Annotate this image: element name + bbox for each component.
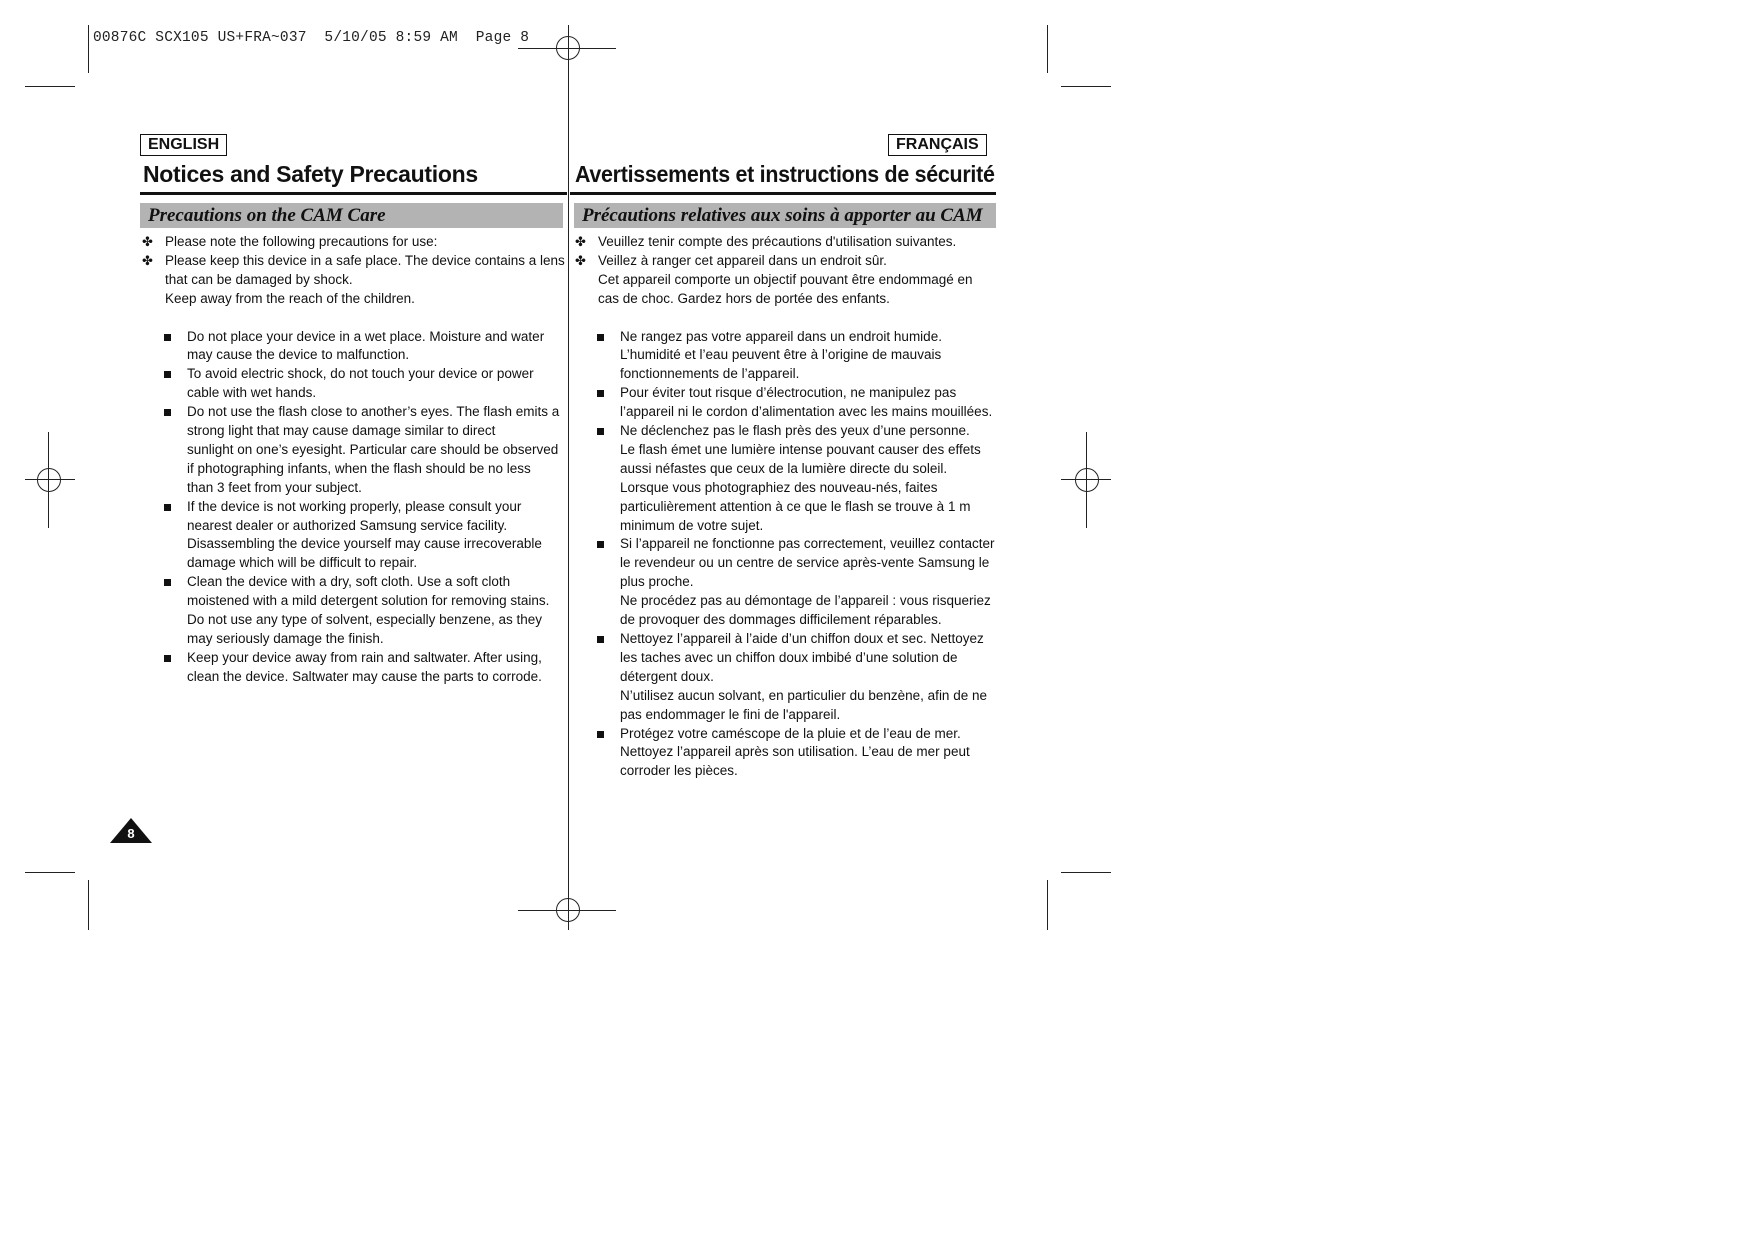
list-item: ✤ Please keep this device in a safe place. The device contains a lens that can be damaged by shock. [142,252,565,287]
black-square-icon [597,390,604,397]
list-item: To avoid electric shock, do not touch your device or power cable with wet hands. [142,365,567,403]
page-title-french: Avertissements et instructions de sécurité [575,161,995,187]
black-square-icon [164,371,171,378]
body-french [575,233,1000,781]
list-item: Pour éviter tout risque d’électrocution, ne manipulez pas l’appareil ni le cordon d’alimentation avec les mains mouillées. [575,384,1000,422]
black-square-icon [597,334,604,341]
black-square-icon [164,334,171,341]
list-item: ✤ Please note the following precautions for use: [142,233,567,252]
black-square-icon [164,409,171,416]
list-item: Ne rangez pas votre appareil dans un endroit humide. L’humidité et l’eau peuvent être à l’origine de mauvais fonctionnements de l’appareil. [575,328,1000,385]
page-number: 8 [127,826,135,841]
black-square-icon [164,579,171,586]
heading-rule-english [140,192,567,195]
list-item: ✤ Veillez à ranger cet appareil dans un endroit sûr. [575,252,1000,271]
body-english [142,233,567,687]
list-item: Ne déclenchez pas le flash près des yeux d’une personne. Le flash émet une lumière intense pouvant causer des effets aussi néfastes que ceux de la lumière directe du soleil. Lorsque vous photographiez des nouveau-nés, faites particulièrement attention à ce que le flash se trouve à 1 m minimum de votre sujet. [575,422,1000,535]
list-item: If the device is not working properly, please consult your nearest dealer or authorized Samsung service facility. Disassembling the device yourself may cause irrecoverable damage which will be difficult to repair. [142,498,567,574]
four-petal-cross-icon: ✤ [142,252,153,268]
section-title-french: Précautions relatives aux soins à apporter au CAM [574,203,996,228]
black-square-icon [597,636,604,643]
list-item: Do not place your device in a wet place. Moisture and water may cause the device to malfunction. [142,328,567,366]
four-petal-cross-icon: ✤ [142,234,153,249]
page-title-english: Notices and Safety Precautions [143,161,478,187]
list-item: Si l’appareil ne fonctionne pas correctement, veuillez contacter le revendeur ou un centre de service après-vente Samsung le plus proche. Ne procédez pas au démontage de l’appareil : vous risqueriez de provoquer des dommages difficilement réparables. [575,535,1000,630]
list-item: ✤ Veuillez tenir compte des précautions d'utilisation suivantes. [575,233,1000,252]
language-tag-english: ENGLISH [140,134,227,156]
language-tag-french: FRANÇAIS [888,134,987,156]
black-square-icon [597,428,604,435]
column-divider [568,25,569,930]
black-square-icon [597,541,604,548]
heading-rule-french [570,192,996,195]
section-title-english: Precautions on the CAM Care [140,203,563,228]
list-item: Do not use the flash close to another’s eyes. The flash emits a strong light that may cause damage similar to direct sunlight on one’s eyesight. Particular care should be observed if photographing infants, when the flash should be no less than 3 feet from your subject. [142,403,567,498]
four-petal-cross-icon: ✤ [575,252,586,268]
list-item: Protégez votre caméscope de la pluie et de l’eau de mer. Nettoyez l’appareil après son utilisation. L’eau de mer peut corroder les pièces. [575,725,1000,782]
black-square-icon [164,504,171,511]
list-item: Nettoyez l’appareil à l’aide d’un chiffon doux et sec. Nettoyez les taches avec un chiffon doux imbibé d’une solution de détergent doux. N’utilisez aucun solvant, en particulier du benzène, afin de ne pas endommager le fini de l'appareil. [575,630,1000,725]
black-square-icon [597,731,604,738]
list-item: Keep your device away from rain and saltwater. After using, clean the device. Saltwater may cause the parts to corrode. [142,649,567,687]
list-item: Clean the device with a dry, soft cloth. Use a soft cloth moistened with a mild detergent solution for removing stains. Do not use any type of solvent, especially benzene, as they may seriously damage the finish. [142,573,567,649]
intro-note: Cet appareil comporte un objectif pouvant être endommagé en cas de choc. Gardez hors de portée des enfants. [598,271,973,306]
black-square-icon [164,655,171,662]
intro-note: Keep away from the reach of the children. [165,290,415,306]
print-slug: 00876C SCX105 US+FRA~037 5/10/05 8:59 AM Page 8 [93,30,530,46]
four-petal-cross-icon: ✤ [575,234,586,249]
